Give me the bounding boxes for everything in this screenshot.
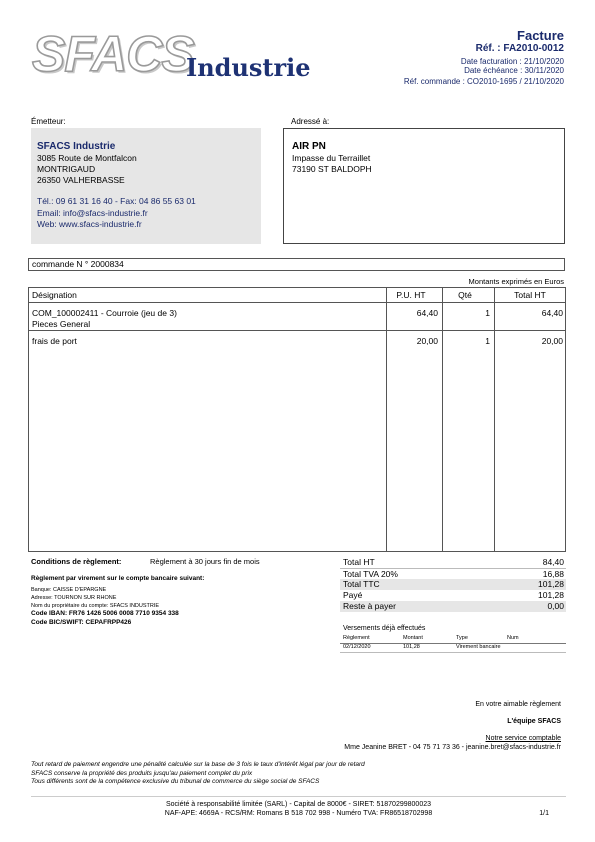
payments-header-cell: Montant: [403, 635, 423, 641]
emitter-label: Émetteur:: [31, 117, 66, 126]
total-value: 101,28: [538, 579, 564, 589]
emitter-email[interactable]: Email: info@sfacs-industrie.fr: [37, 208, 148, 218]
currency-note: Montants exprimés en Euros: [468, 277, 564, 286]
company-logo: [32, 26, 322, 84]
footer-line: Société à responsabilité limitée (SARL) - Capital de 8000€ - SIRET: 51870299800023: [166, 801, 431, 808]
row-subline: Pieces General: [32, 319, 91, 329]
items-table: [28, 287, 566, 552]
payments-header-cell: Num: [507, 635, 519, 641]
total-label: Total HT: [343, 557, 375, 567]
total-value: 0,00: [547, 601, 564, 611]
recipient-label: Adressé à:: [291, 117, 330, 126]
page-number: 1/1: [539, 810, 549, 817]
total-row: [340, 557, 566, 568]
logo-brand: SFACS: [32, 26, 194, 82]
payment-type: Virement bancaire: [456, 644, 501, 650]
total-value: 101,28: [538, 590, 564, 600]
row-quantity: 1: [485, 336, 490, 346]
total-row: [340, 590, 566, 601]
total-value: 84,40: [542, 557, 564, 567]
iban: Code IBAN: FR76 1426 5006 0008 7710 9354 338: [31, 610, 179, 617]
row-quantity: 1: [485, 308, 490, 318]
bic-swift: Code BIC/SWIFT: CEPAFRPP426: [31, 619, 132, 626]
bank-address: Adresse: TOURNON SUR RHONE: [31, 595, 117, 601]
total-value: 16,88: [542, 569, 564, 579]
document-title: Facture: [517, 28, 564, 43]
emitter-address-line: 3085 Route de Montfalcon: [37, 153, 137, 163]
total-row: [340, 601, 566, 612]
account-owner: Nom du propriétaire du compte: SFACS INDUSTRIE: [31, 603, 160, 609]
total-label: Total TTC: [343, 579, 380, 589]
table-header: [29, 288, 565, 303]
legal-line: SFACS conserve la propriété des produits jusqu'au paiement complet du prix: [31, 769, 253, 777]
emitter-address-line: MONTRIGAUD: [37, 164, 96, 174]
row-designation: frais de port: [32, 336, 77, 346]
row-divider: [29, 330, 565, 331]
due-date: Date échéance : 30/11/2020: [464, 66, 564, 75]
footer-divider: [31, 796, 566, 797]
legal-line: Tout retard de paiement engendre une pénalité calculée sur la base de 3 fois le taux d'intérêt légal par jour de retard: [31, 761, 365, 768]
total-label: Total TVA 20%: [343, 569, 398, 579]
order-reference: Réf. commande : CO2010-1695 / 21/10/2020: [403, 77, 564, 86]
column-divider: [386, 288, 387, 551]
column-divider: [494, 288, 495, 551]
accounting-contact: Mme Jeanine BRET - 04 75 71 73 36 - jeanine.bret@sfacs-industrie.fr: [344, 744, 561, 751]
payments-title: Versements déjà effectués: [343, 625, 426, 632]
payment-terms-label: Conditions de règlement:: [31, 557, 122, 566]
row-total: 64,40: [541, 308, 563, 318]
recipient-address-line: Impasse du Terraillet: [292, 153, 371, 163]
bank-name: Banque: CAISSE D'EPARGNE: [31, 587, 107, 593]
total-label: Reste à payer: [343, 601, 396, 611]
bank-transfer-title: Règlement par virement sur le compte bancaire suivant:: [31, 575, 205, 582]
payments-header: [340, 635, 566, 644]
header-total: Total HT: [514, 290, 546, 300]
payments-header-cell: Règlement: [343, 635, 370, 641]
accounting-service: Notre service comptable: [485, 735, 561, 742]
closing-team: L'équipe SFACS: [507, 718, 561, 725]
column-divider: [442, 288, 443, 551]
header-unit-price: P.U. HT: [396, 290, 426, 300]
emitter-name: SFACS Industrie: [37, 141, 116, 152]
payment-amount: 101,28: [403, 644, 420, 650]
total-label: Payé: [343, 590, 363, 600]
emitter-phone: Tél.: 09 61 31 16 40 - Fax: 04 86 55 63 01: [37, 196, 196, 206]
emitter-address-line: 26350 VALHERBASSE: [37, 175, 125, 185]
row-unit-price: 64,40: [416, 308, 438, 318]
invoice-reference: Réf. : FA2010-0012: [475, 43, 564, 54]
row-unit-price: 20,00: [416, 336, 438, 346]
row-designation: COM_100002411 - Courroie (jeu de 3): [32, 308, 177, 318]
closing-greeting: En votre aimable règlement: [475, 701, 561, 708]
emitter-website[interactable]: Web: www.sfacs-industrie.fr: [37, 219, 142, 229]
legal-notice: [31, 761, 365, 787]
payment-date: 02/12/2020: [343, 644, 371, 650]
footer-line: NAF-APE: 4669A - RCS/RM: Romans B 518 702 998 - Numéro TVA: FR86518702998: [164, 810, 433, 817]
payments-header-cell: Type: [456, 635, 468, 641]
row-total: 20,00: [541, 336, 563, 346]
recipient-name: AIR PN: [292, 141, 326, 152]
payment-row: [340, 644, 566, 653]
invoice-date: Date facturation : 21/10/2020: [460, 57, 564, 66]
payment-terms-value: Règlement à 30 jours fin de mois: [150, 557, 260, 566]
emitter-box: [31, 128, 261, 244]
order-number: commande N ° 2000834: [28, 258, 565, 271]
legal-line: Tous différents sont de la compétence exclusive du tribunal de commerce du siège social de SFACS: [31, 778, 320, 785]
header-quantity: Qté: [458, 290, 472, 300]
recipient-address-line: 73190 ST BALDOPH: [292, 164, 372, 174]
total-row: [340, 579, 566, 590]
recipient-box: [283, 128, 565, 244]
logo-suffix: Industrie: [186, 53, 311, 82]
header-designation: Désignation: [32, 290, 77, 300]
